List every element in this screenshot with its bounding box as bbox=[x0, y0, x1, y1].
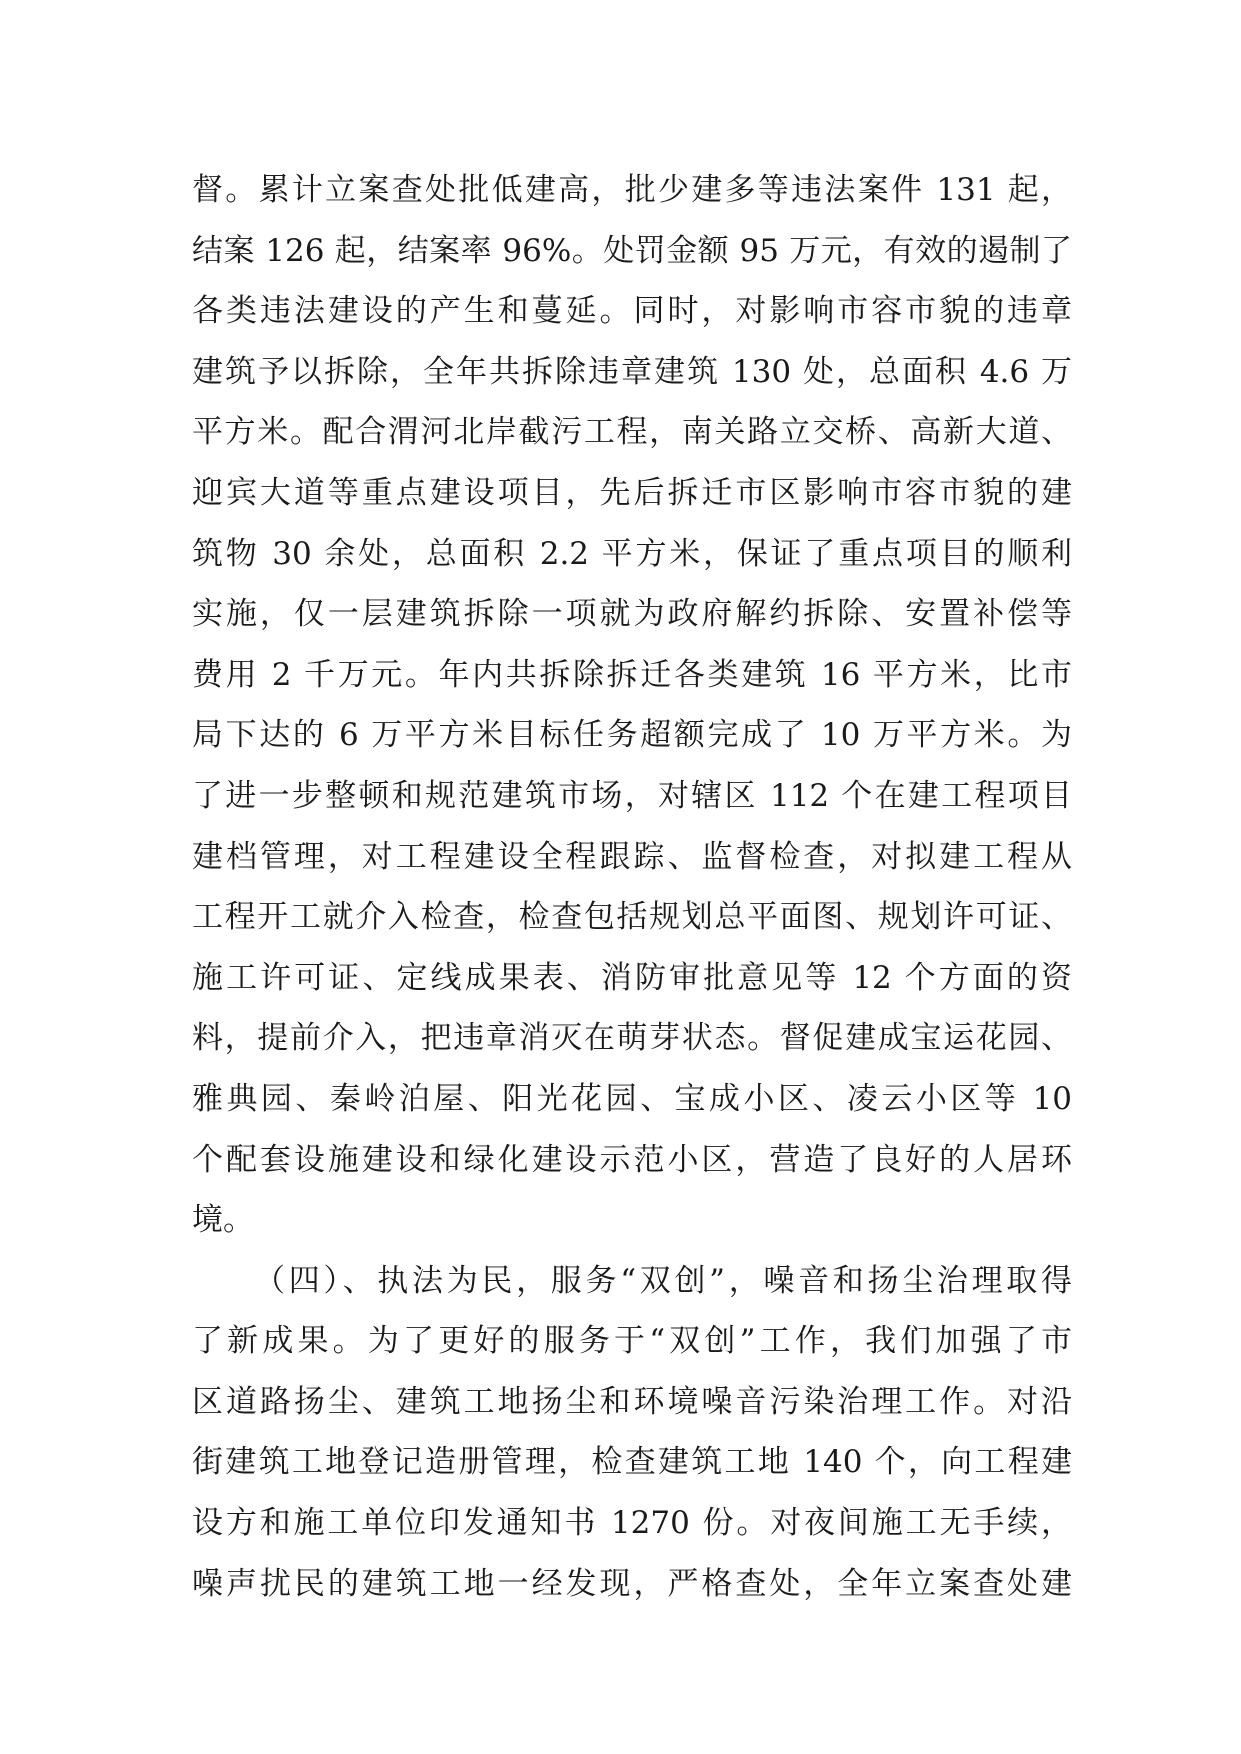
text-line: 设方和施工单位印发通知书 1270 份。对夜间施工无手续， bbox=[192, 1505, 1072, 1542]
text-line: 筑物 30 余处，总面积 2.2 平方米，保证了重点项目的顺利 bbox=[192, 535, 1072, 572]
text-line: 迎宾大道等重点建设项目，先后拆迁市区影响市容市貌的建 bbox=[192, 474, 1072, 511]
text-line: 结案 126 起，结案率 96%。处罚金额 95 万元，有效的遏制了 bbox=[192, 232, 1072, 269]
text-line: 区道路扬尘、建筑工地扬尘和环境噪音污染治理工作。对沿 bbox=[192, 1383, 1072, 1420]
body-text bbox=[192, 160, 1072, 1614]
text-line: 费用 2 千万元。年内共拆除拆迁各类建筑 16 平方米，比市 bbox=[192, 656, 1072, 693]
text-line: 境。 bbox=[192, 1202, 254, 1239]
text-line: 街建筑工地登记造册管理，检查建筑工地 140 个，向工程建 bbox=[192, 1444, 1072, 1481]
text-line: 平方米。配合渭河北岸截污工程，南关路立交桥、高新大道、 bbox=[192, 414, 1072, 451]
text-line: 个配套设施建设和绿化建设示范小区，营造了良好的人居环 bbox=[192, 1141, 1072, 1178]
text-line: 料，提前介入，把违章消灭在萌芽状态。督促建成宝运花园、 bbox=[192, 1020, 1072, 1057]
text-line: 噪声扰民的建筑工地一经发现，严格查处，全年立案查处建 bbox=[192, 1565, 1072, 1602]
text-line: 建档管理，对工程建设全程跟踪、监督检查，对拟建工程从 bbox=[192, 838, 1072, 875]
text-line: 工程开工就介入检查，检查包括规划总平面图、规划许可证、 bbox=[192, 899, 1072, 936]
text-line: 督。累计立案查处批低建高，批少建多等违法案件 131 起， bbox=[192, 172, 1072, 208]
text-line: 实施，仅一层建筑拆除一项就为政府解约拆除、安置补偿等 bbox=[192, 596, 1072, 633]
text-line: 施工许可证、定线成果表、消防审批意见等 12 个方面的资 bbox=[192, 959, 1072, 996]
text-line: 建筑予以拆除，全年共拆除违章建筑 130 处，总面积 4.6 万 bbox=[192, 353, 1072, 390]
text-line: （四）、执法为民，服务“双创”，噪音和扬尘治理取得 bbox=[254, 1262, 1072, 1299]
text-line: 各类违法建设的产生和蔓延。同时，对影响市容市貌的违章 bbox=[192, 293, 1072, 330]
text-line: 了新成果。为了更好的服务于“双创”工作，我们加强了市 bbox=[192, 1323, 1072, 1360]
text-line: 局下达的 6 万平方米目标任务超额完成了 10 万平方米。为 bbox=[192, 717, 1072, 754]
text-line: 了进一步整顿和规范建筑市场，对辖区 112 个在建工程项目 bbox=[192, 777, 1072, 814]
text-line: 雅典园、秦岭泊屋、阳光花园、宝成小区、凌云小区等 10 bbox=[192, 1080, 1072, 1117]
